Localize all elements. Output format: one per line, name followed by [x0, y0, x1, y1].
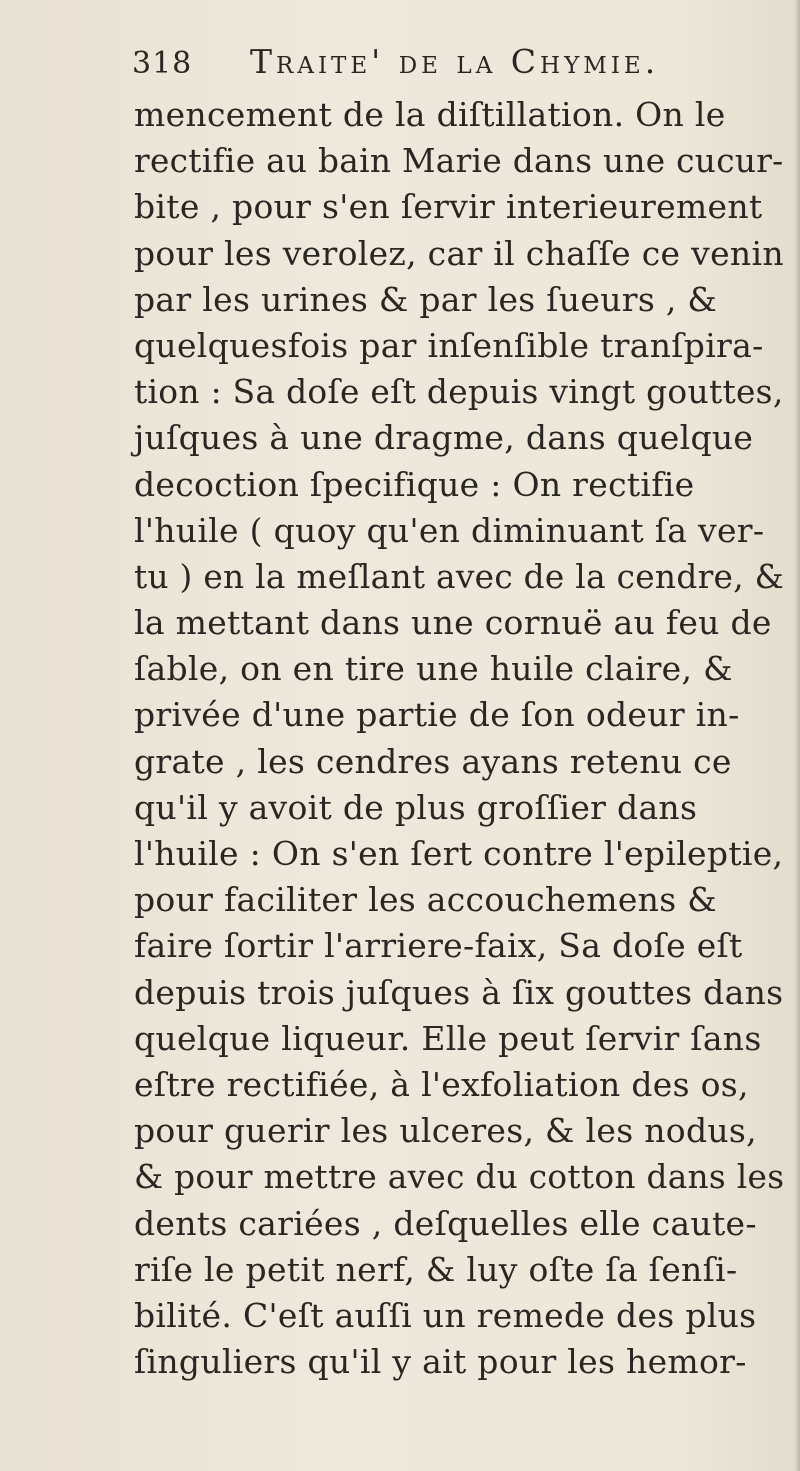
text-line: ſable, on en tire une huile claire, &	[134, 649, 733, 689]
text-line: quelquesfois par inſenſible tranſpira-	[134, 325, 764, 365]
text-line: bite , pour s'en ſervir interieurement	[134, 187, 763, 227]
page-header	[132, 40, 772, 90]
text-line: la mettant dans une cornuë au feu de	[134, 603, 772, 643]
text-line: eſtre rectifiée, à l'exfoliation des os,	[134, 1064, 749, 1104]
text-line: riſe le petit nerf, & luy oſte ſa ſenſi-	[134, 1249, 738, 1289]
text-line: ſinguliers qu'il y ait pour les hemor-	[134, 1342, 747, 1382]
text-line: l'huile ( quoy qu'en diminuant ſa ver-	[134, 510, 765, 550]
text-line: faire ſortir l'arriere-faix, Sa doſe eſt	[134, 926, 743, 966]
page-number: 318	[132, 46, 193, 81]
text-line: pour faciliter les accouchemens &	[134, 880, 717, 920]
text-line: & pour mettre avec du cotton dans les	[134, 1157, 785, 1197]
text-line: grate , les cendres ayans retenu ce	[134, 741, 732, 781]
text-line: l'huile : On s'en ſert contre l'epileptie,	[134, 834, 784, 873]
text-line: bilité. C'eſt auſſi un remede des plus	[134, 1295, 757, 1335]
text-line: dents cariées , deſquelles elle caute-	[134, 1203, 757, 1243]
text-line: pour les verolez, car il chaſſe ce venin	[134, 233, 784, 273]
text-line: par les urines & par les ſueurs , &	[134, 279, 718, 319]
text-line: decoction ſpecifique : On rectifie	[134, 464, 695, 504]
text-line: rectifie au bain Marie dans une cucur-	[134, 141, 784, 181]
text-line: privée d'une partie de ſon odeur in-	[134, 695, 740, 735]
text-line: mencement de la diſtillation. On le	[134, 95, 726, 134]
running-title: Traite' de la Chymie.	[250, 42, 660, 81]
text-line: qu'il y avoit de plus groſſier dans	[134, 787, 698, 827]
page-edge-shadow	[794, 0, 800, 1471]
body-text	[134, 92, 794, 1385]
text-line: depuis trois juſques à ſix gouttes dans	[134, 972, 784, 1012]
text-line: quelque liqueur. Elle peut ſervir ſans	[134, 1018, 762, 1058]
text-line: juſques à une dragme, dans quelque	[134, 418, 754, 458]
text-line: tu ) en la meſlant avec de la cendre, &	[134, 556, 785, 596]
text-line: tion : Sa doſe eſt depuis vingt gouttes,	[134, 372, 784, 412]
text-line: pour guerir les ulceres, & les nodus,	[134, 1111, 757, 1151]
